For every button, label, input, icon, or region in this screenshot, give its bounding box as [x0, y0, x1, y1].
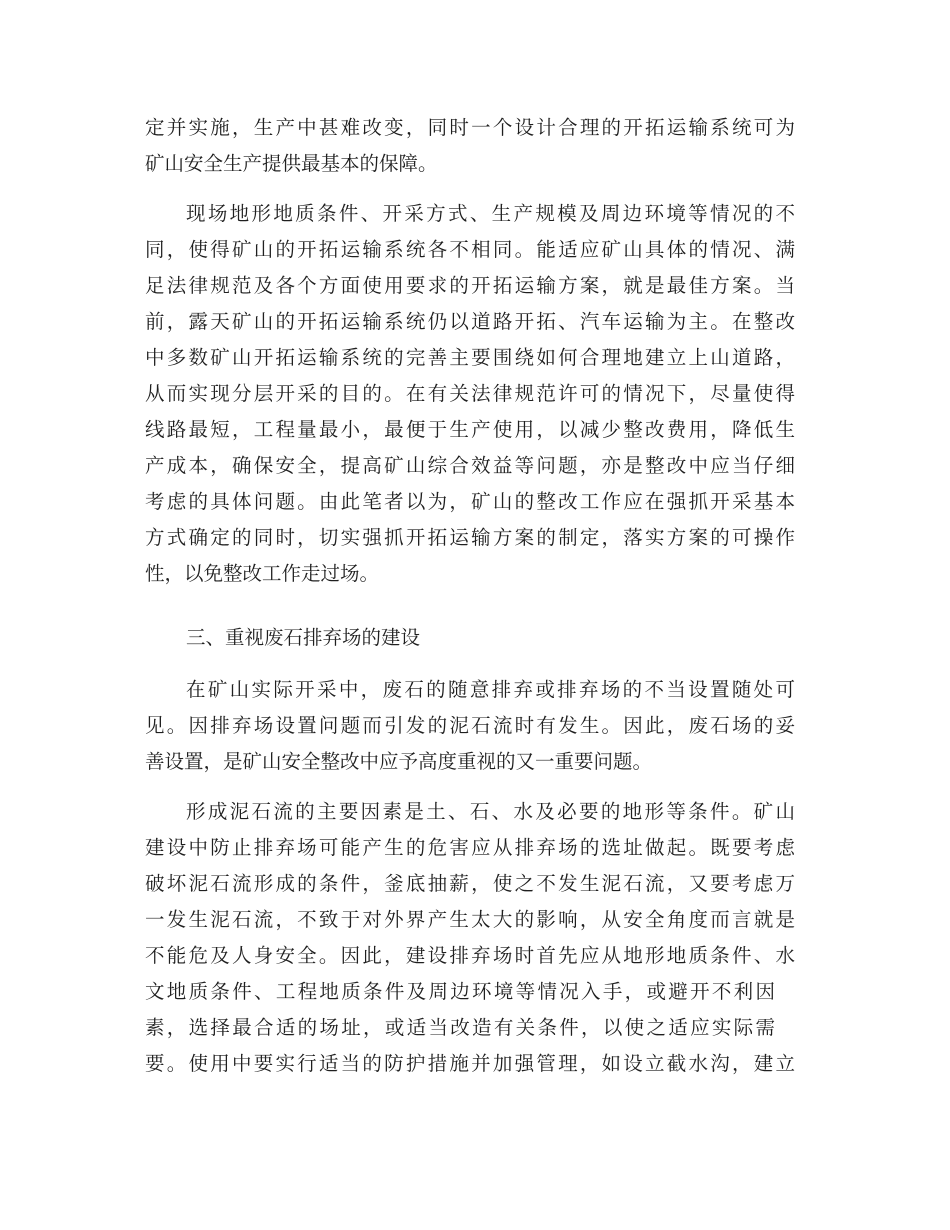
paragraph-line: 足法律规范及各个方面使用要求的开拓运输方案，就是最佳方案。当 [145, 274, 795, 297]
paragraph-line: 不能危及人身安全。因此，建设排弃场时首先应从地形地质条件、水 [145, 944, 795, 967]
paragraph-line: 要。使用中要实行适当的防护措施并加强管理，如设立截水沟，建立 [145, 1052, 795, 1075]
paragraph-line: 前，露天矿山的开拓运输系统仍以道路开拓、汽车运输为主。在整改 [145, 310, 795, 333]
paragraph-line: 线路最短，工程量最小，最便于生产使用，以减少整改费用，降低生 [145, 418, 795, 441]
paragraph-line: 见。因排弃场设置问题而引发的泥石流时有发生。因此，废石场的妥 [145, 714, 795, 737]
paragraph-line: 建设中防止排弃场可能产生的危害应从排弃场的选址做起。既要考虑 [145, 836, 795, 859]
paragraph-line: 在矿山实际开采中，废石的随意排弃或排弃场的不当设置随处可 [186, 678, 795, 701]
paragraph-line: 形成泥石流的主要因素是土、石、水及必要的地形等条件。矿山 [186, 800, 795, 823]
paragraph-line: 产成本，确保安全，提高矿山综合效益等问题，亦是整改中应当仔细 [145, 454, 795, 477]
paragraph-line: 考虑的具体问题。由此笔者以为，矿山的整改工作应在强抓开采基本 [145, 490, 795, 513]
paragraph-line: 破坏泥石流形成的条件，釜底抽薪，使之不发生泥石流，又要考虑万 [145, 872, 795, 895]
paragraph-line: 善设置，是矿山安全整改中应予高度重视的又一重要问题。 [145, 750, 653, 773]
paragraph-line: 从而实现分层开采的目的。在有关法律规范许可的情况下，尽量使得 [145, 382, 795, 405]
paragraph-line: 方式确定的同时，切实强抓开拓运输方案的制定，落实方案的可操作 [145, 526, 795, 549]
paragraph-line: 同，使得矿山的开拓运输系统各不相同。能适应矿山具体的情况、满 [145, 238, 795, 261]
paragraph-line: 一发生泥石流，不致于对外界产生太大的影响，从安全角度而言就是 [145, 908, 795, 931]
paragraph-line: 性，以免整改工作走过场。 [145, 562, 380, 585]
paragraph-line: 定并实施，生产中甚难改变，同时一个设计合理的开拓运输系统可为 [145, 116, 795, 139]
paragraph-line: 中多数矿山开拓运输系统的完善主要围绕如何合理地建立上山道路， [145, 346, 795, 369]
section-heading: 三、重视废石排弃场的建设 [186, 626, 421, 649]
paragraph-line: 现场地形地质条件、开采方式、生产规模及周边环境等情况的不 [186, 202, 795, 225]
paragraph-line: 素，选择最合适的场址，或适当改造有关条件，以使之适应实际需 [145, 1016, 775, 1039]
paragraph-line: 矿山安全生产提供最基本的保障。 [145, 152, 438, 175]
paragraph-line: 文地质条件、工程地质条件及周边环境等情况入手，或避开不利因 [145, 980, 775, 1003]
